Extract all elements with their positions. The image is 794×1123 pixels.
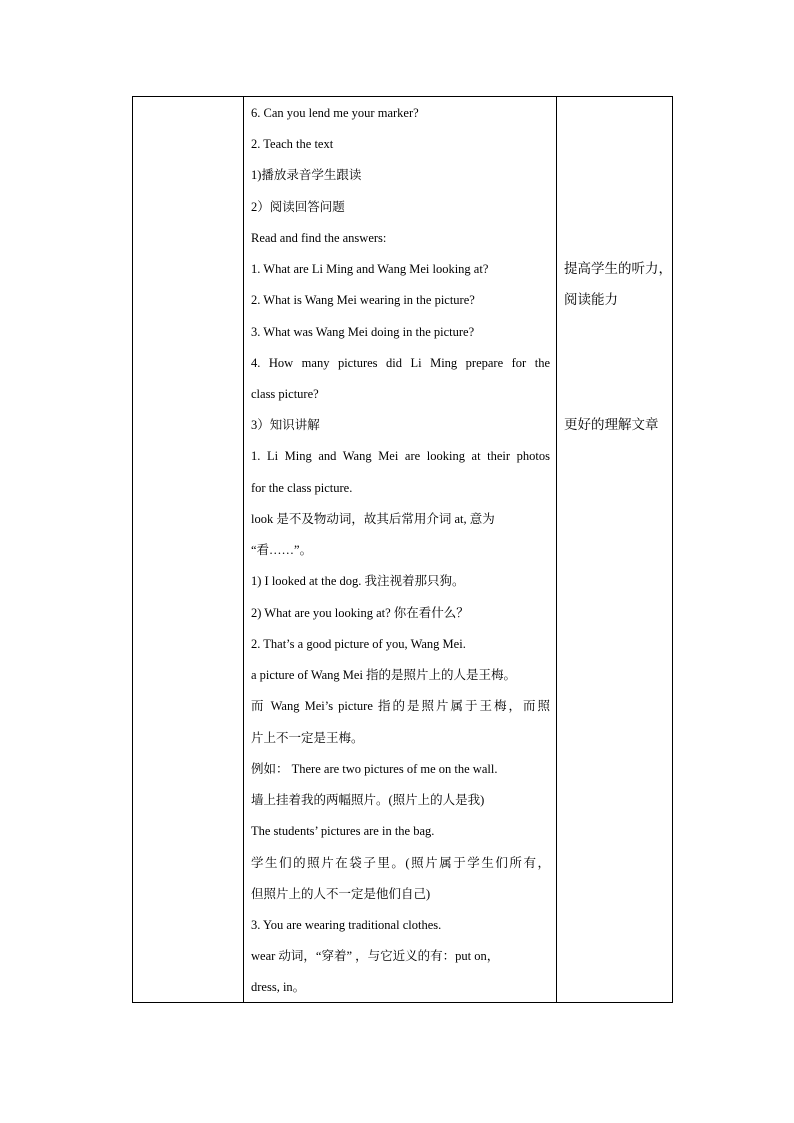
content-line: 1)播放录音学生跟读	[251, 168, 362, 182]
design-note: 提高学生的听力，	[564, 261, 672, 276]
content-line: 2）阅读回答问题	[251, 200, 345, 214]
content-line: 2. What is Wang Mei wearing in the picture?	[251, 293, 475, 307]
content-line: 2. Teach the text	[251, 137, 334, 151]
design-note: 阅读能力	[564, 292, 618, 307]
content-line: 1. Li Ming and Wang Mei are looking at their photos	[251, 449, 550, 463]
content-line: 例如： There are two pictures of me on the wall.	[251, 762, 498, 776]
content-line: 墙上挂着我的两幅照片。(照片上的人是我)	[251, 793, 485, 807]
content-line: wear 动词，“穿着” ，与它近义的有：put on，	[251, 949, 500, 963]
content-line: a picture of Wang Mei 指的是照片上的人是王梅。	[251, 668, 517, 682]
content-line: “看……”。	[251, 543, 313, 557]
content-line: 3. You are wearing traditional clothes.	[251, 918, 442, 932]
design-note: 更好的理解文章	[564, 417, 659, 432]
content-line: 3）知识讲解	[251, 418, 320, 432]
content-line: 1) I looked at the dog. 我注视着那只狗。	[251, 574, 465, 588]
content-line: 3. What was Wang Mei doing in the picture?	[251, 325, 475, 339]
content-line: 片上不一定是王梅。	[251, 731, 364, 745]
lesson-plan-table	[132, 96, 673, 1003]
content-line: 1. What are Li Ming and Wang Mei looking at?	[251, 262, 489, 276]
content-line: dress, in。	[251, 980, 306, 994]
content-line: 但照片上的人不一定是他们自己)	[251, 887, 431, 901]
content-line: The students’ pictures are in the bag.	[251, 824, 435, 838]
table-row	[133, 97, 673, 1003]
teaching-content-cell	[244, 97, 557, 1003]
content-line: for the class picture.	[251, 481, 353, 495]
content-line: 2. That’s a good picture of you, Wang Mei.	[251, 637, 466, 651]
content-line: 2) What are you looking at? 你在看什么？	[251, 606, 469, 620]
content-line: 学生们的照片在袋子里。(照片属于学生们所有，	[251, 856, 550, 870]
content-line: 6. Can you lend me your marker?	[251, 106, 419, 120]
blank-column-cell	[133, 97, 244, 1003]
content-line: 而 Wang Mei’s picture 指的是照片属于王梅，而照	[251, 699, 550, 713]
content-line: Read and find the answers:	[251, 231, 387, 245]
content-line: class picture?	[251, 387, 319, 401]
design-intent-cell	[557, 97, 673, 1003]
content-line: look 是不及物动词，故其后常用介词 at, 意为	[251, 512, 495, 526]
content-line: 4. How many pictures did Li Ming prepare for the	[251, 356, 550, 370]
